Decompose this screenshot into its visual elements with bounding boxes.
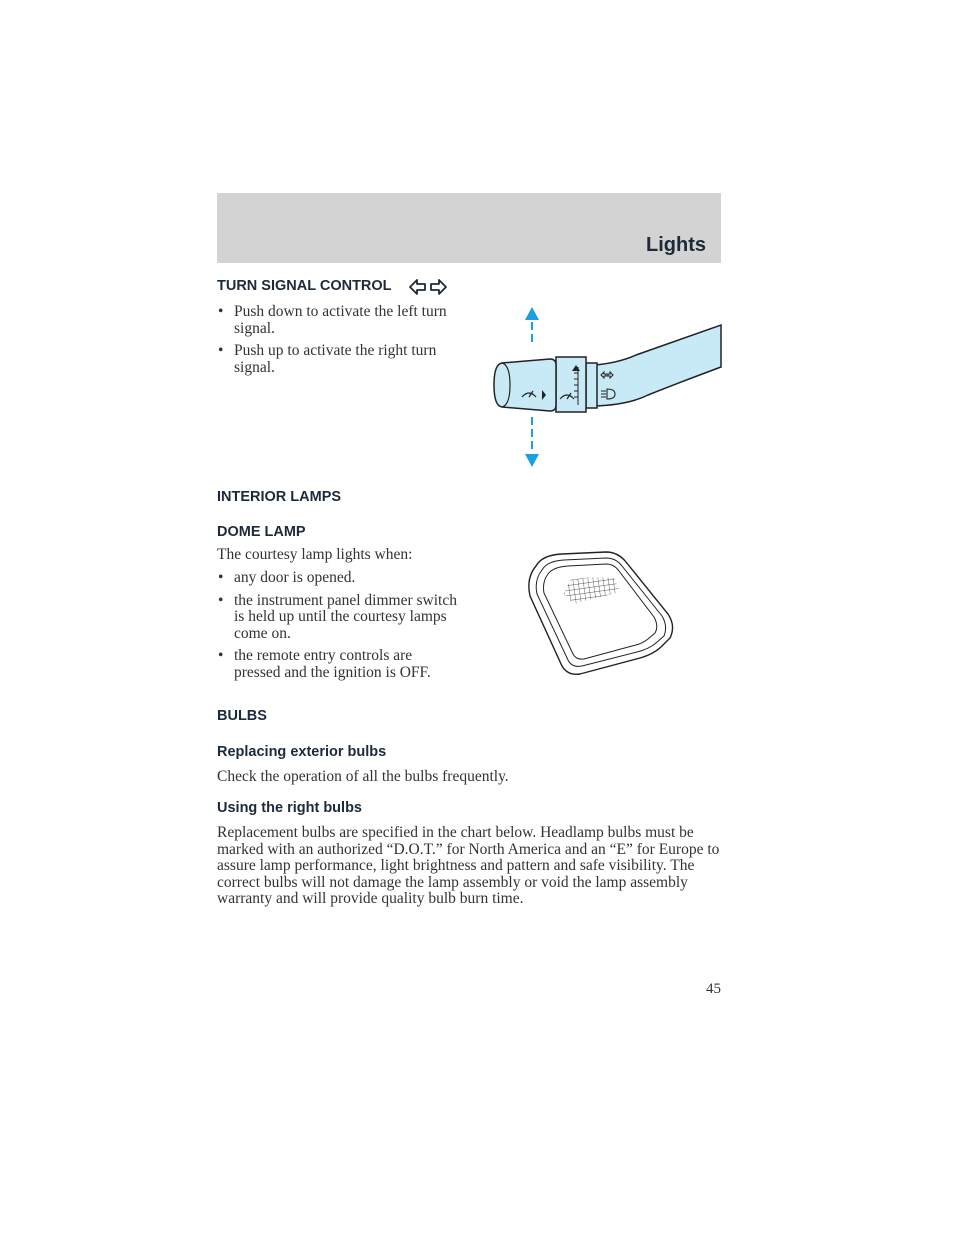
replacing-exterior-bulbs-text: Check the operation of all the bulbs frequently. bbox=[217, 768, 509, 785]
list-item: • Push up to activate the right turn signal. bbox=[217, 343, 472, 376]
dome-lamp-intro: The courtesy lamp lights when: bbox=[217, 546, 413, 563]
bulbs-heading: BULBS bbox=[217, 708, 267, 724]
dome-lamp-heading: DOME LAMP bbox=[217, 524, 306, 540]
turn-signal-list bbox=[217, 304, 472, 382]
header-band bbox=[217, 193, 721, 263]
list-item: • any door is opened. bbox=[217, 570, 459, 587]
list-item: • the instrument panel dimmer switch is held up until the courtesy lamps come on. bbox=[217, 593, 459, 643]
turn-signal-heading-text: TURN SIGNAL CONTROL bbox=[217, 278, 392, 294]
list-item: • the remote entry controls are pressed and the ignition is OFF. bbox=[217, 648, 459, 681]
left-right-arrows-icon bbox=[409, 279, 447, 295]
dome-lamp-illustration bbox=[522, 548, 678, 680]
using-right-bulbs-text: Replacement bulbs are specified in the chart below. Headlamp bulbs must be marked with an authorized “D.O.T.” for North America and an “E” for Europe to assure lamp performance, light brightness and pattern and safe visibility. The correct bulbs will not damage the lamp assembly or void the lamp assembly warranty and will provide quality bulb burn time. bbox=[217, 824, 720, 907]
page-title: Lights bbox=[646, 234, 706, 256]
page-number: 45 bbox=[706, 981, 721, 997]
list-item: • Push down to activate the left turn signal. bbox=[217, 304, 472, 337]
replacing-exterior-bulbs-heading: Replacing exterior bulbs bbox=[217, 744, 387, 760]
using-right-bulbs-heading: Using the right bulbs bbox=[217, 800, 362, 816]
turn-signal-heading bbox=[217, 278, 392, 294]
interior-lamps-heading: INTERIOR LAMPS bbox=[217, 489, 342, 505]
turn-signal-lever-illustration bbox=[488, 305, 724, 470]
dome-lamp-list bbox=[217, 570, 459, 687]
